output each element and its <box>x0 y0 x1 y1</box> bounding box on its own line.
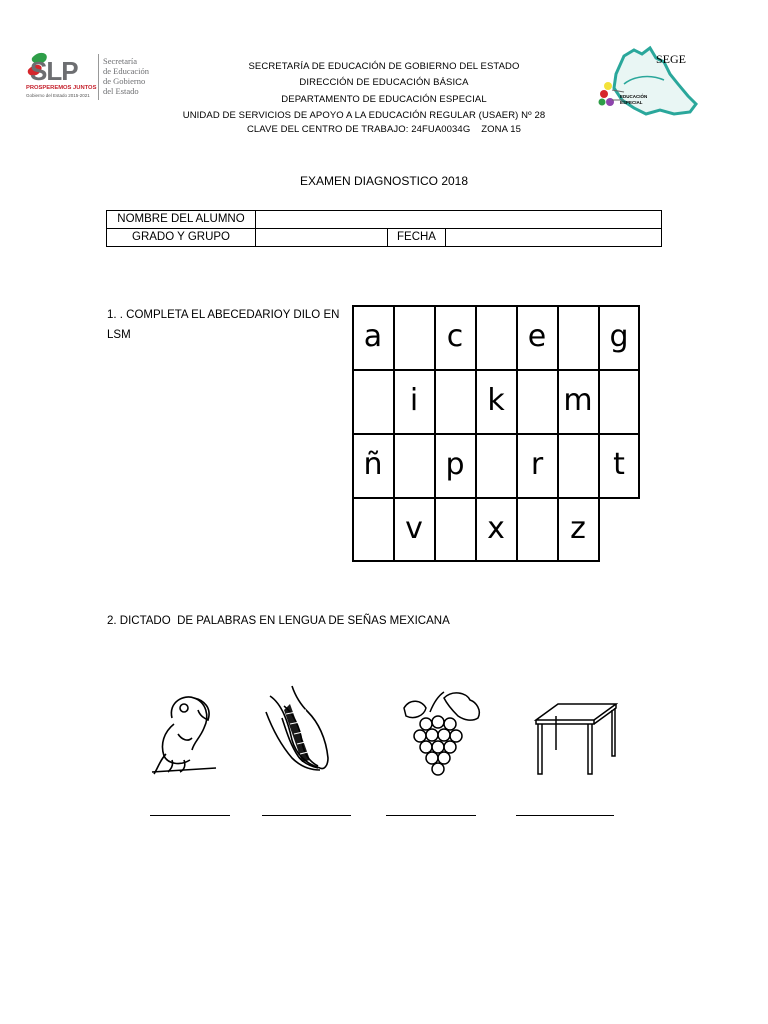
grid-letter: m <box>563 383 593 418</box>
grid-blank-cell[interactable] <box>558 434 598 496</box>
grid-letter: v <box>405 511 423 546</box>
student-name-row <box>107 211 661 229</box>
header-line-2: DIRECCIÓN DE EDUCACIÓN BÁSICA <box>299 77 469 88</box>
grid-letter: g <box>609 319 629 354</box>
grid-letter: c <box>446 319 464 354</box>
grade-date-row <box>107 229 661 247</box>
answer-line-table[interactable] <box>516 815 614 816</box>
slp-subtagline: Gobierno del Estado 2015-2021 <box>26 93 90 98</box>
grid-letter: x <box>487 511 505 546</box>
grid-letter: a <box>363 319 383 354</box>
grid-letter: e <box>527 319 547 354</box>
grid-letter: ñ <box>363 447 383 482</box>
grid-letter: k <box>487 383 505 418</box>
header-line-4: UNIDAD DE SERVICIOS DE APOYO A LA EDUCACIÓN REGULAR (USAER) Nº 28 <box>182 110 546 121</box>
grid-blank-cell[interactable] <box>394 306 434 368</box>
grid-blank-cell[interactable] <box>353 498 393 560</box>
grade-group-field[interactable] <box>256 229 386 246</box>
grid-blank-cell[interactable] <box>558 306 598 368</box>
grid-blank-cell[interactable] <box>353 370 393 432</box>
header-line-1: SECRETARÍA DE EDUCACIÓN DE GOBIERNO DEL ESTADO <box>248 61 520 72</box>
header-line-3: DEPARTAMENTO DE EDUCACIÓN ESPECIAL <box>281 94 487 105</box>
grid-letter: z <box>570 511 586 546</box>
grid-letter: t <box>613 447 625 482</box>
date-label: FECHA <box>397 231 436 243</box>
grid-blank-cell[interactable] <box>599 370 639 432</box>
question-2-text: 2. DICTADO DE PALABRAS EN LENGUA DE SEÑAS MEXICANA <box>107 615 450 627</box>
student-name-field[interactable] <box>256 211 661 228</box>
answer-line-corn[interactable] <box>262 815 351 816</box>
slp-wordmark: SLP <box>30 56 78 86</box>
student-name-label: NOMBRE DEL ALUMNO <box>117 213 245 225</box>
grid-letter: p <box>445 447 465 482</box>
corn-icon <box>262 682 336 776</box>
grid-blank-cell[interactable] <box>476 306 516 368</box>
alphabet-grid <box>352 305 640 562</box>
grid-blank-cell[interactable] <box>517 498 557 560</box>
parrot-icon <box>150 688 222 780</box>
grid-blank-cell[interactable] <box>394 434 434 496</box>
answer-line-parrot[interactable] <box>150 815 230 816</box>
grid-letter: r <box>530 447 544 482</box>
grid-blank-cell[interactable] <box>435 370 475 432</box>
table-icon <box>532 702 618 778</box>
grid-blank-cell[interactable] <box>517 370 557 432</box>
grid-letter: i <box>409 383 419 418</box>
question-1-text: 1. . COMPLETA EL ABECEDARIOY DILO EN LSM <box>107 309 340 341</box>
student-info-table <box>106 210 662 247</box>
grapes-icon <box>400 688 484 780</box>
grid-blank-cell[interactable] <box>476 434 516 496</box>
grade-group-label: GRADO Y GRUPO <box>132 231 230 243</box>
sege-wordmark: SEGE <box>656 52 686 66</box>
exam-title: EXAMEN DIAGNOSTICO 2018 <box>299 174 469 188</box>
slp-tagline: PROSPEREMOS JUNTOS <box>26 85 97 91</box>
sege-subtext: EDUCACIÓN ESPECIAL <box>620 94 648 105</box>
date-field[interactable] <box>446 229 661 246</box>
grid-blank-cell[interactable] <box>435 498 475 560</box>
answer-line-grapes[interactable] <box>386 815 476 816</box>
slp-secretaria-text: Secretaría de Educación de Gobierno del Estado <box>103 56 150 96</box>
header-line-5: CLAVE DEL CENTRO DE TRABAJO: 24FUA0034G ZONA 15 <box>246 124 522 135</box>
